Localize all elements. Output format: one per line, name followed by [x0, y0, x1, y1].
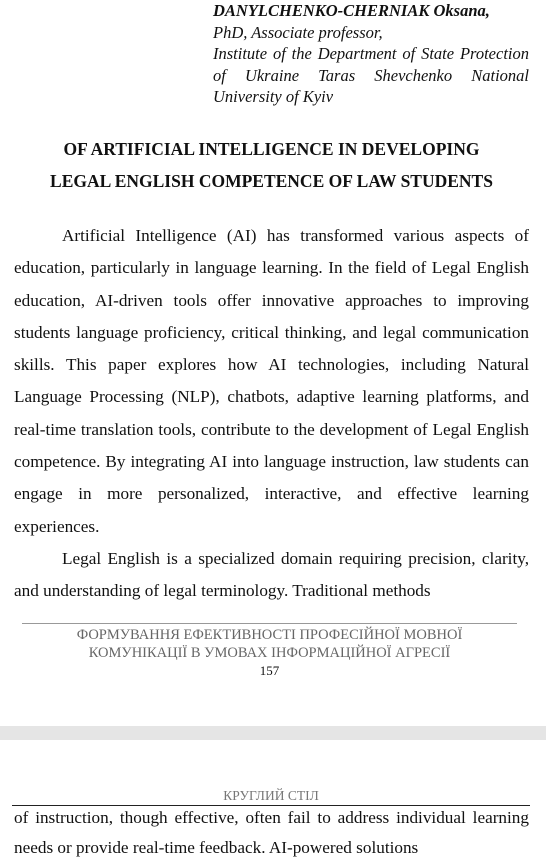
author-block: [213, 0, 529, 108]
body-paragraph-2: Legal English is a specialized domain requiring precision, clarity, and understanding of legal terminology. Traditional methods: [14, 548, 529, 601]
body-paragraph-continued: of instruction, though effective, often fail to address individual learning needs or provide real-time feedback. AI-powered solutions: [14, 808, 529, 857]
author-institution: Institute of the Department of State Protection of Ukraine Taras Shevchenko National University of Kyiv: [213, 44, 529, 106]
document-page-158: [0, 740, 546, 857]
article-body: [14, 220, 529, 608]
article-title: [14, 133, 529, 197]
article-body-continued: [14, 803, 529, 863]
article-title-line-2: LEGAL ENGLISH COMPETENCE OF LAW STUDENTS: [50, 171, 493, 191]
footer-title-line-1: ФОРМУВАННЯ ЕФЕКТИВНОСТІ ПРОФЕСІЙНОЇ МОВНОЇ: [76, 627, 463, 643]
author-degree: PhD, Associate professor,: [213, 22, 383, 42]
running-footer: [22, 626, 517, 662]
author-name: DANYLCHENKO-CHERNIAK Oksana,: [213, 1, 490, 20]
body-paragraph-1: Artificial Intelligence (AI) has transformed various aspects of education, particularly in language learning. In the field of Legal English education, AI-driven tools offer innovative approaches to improving students language proficiency, critical thinking, and legal communication skills. This paper explores how AI technologies, including Natural Language Processing (NLP), chatbots, adaptive learning platforms, and real-time translation tools, contribute to the development of Legal English competence. By integrating AI into language instruction, law students can engage in more personalized, interactive, and effective learning experiences.: [14, 226, 529, 536]
running-header: КРУГЛИЙ СТІЛ: [223, 788, 319, 803]
footer-title-line-2: КОМУНІКАЦІЇ В УМОВАХ ІНФОРМАЦІЙНОЇ АГРЕСІЇ: [88, 645, 451, 661]
page-number: 157: [259, 663, 280, 678]
page-separator: [0, 726, 546, 740]
footer-divider: [22, 623, 517, 624]
article-title-line-1: OF ARTIFICIAL INTELLIGENCE IN DEVELOPING: [63, 139, 480, 159]
